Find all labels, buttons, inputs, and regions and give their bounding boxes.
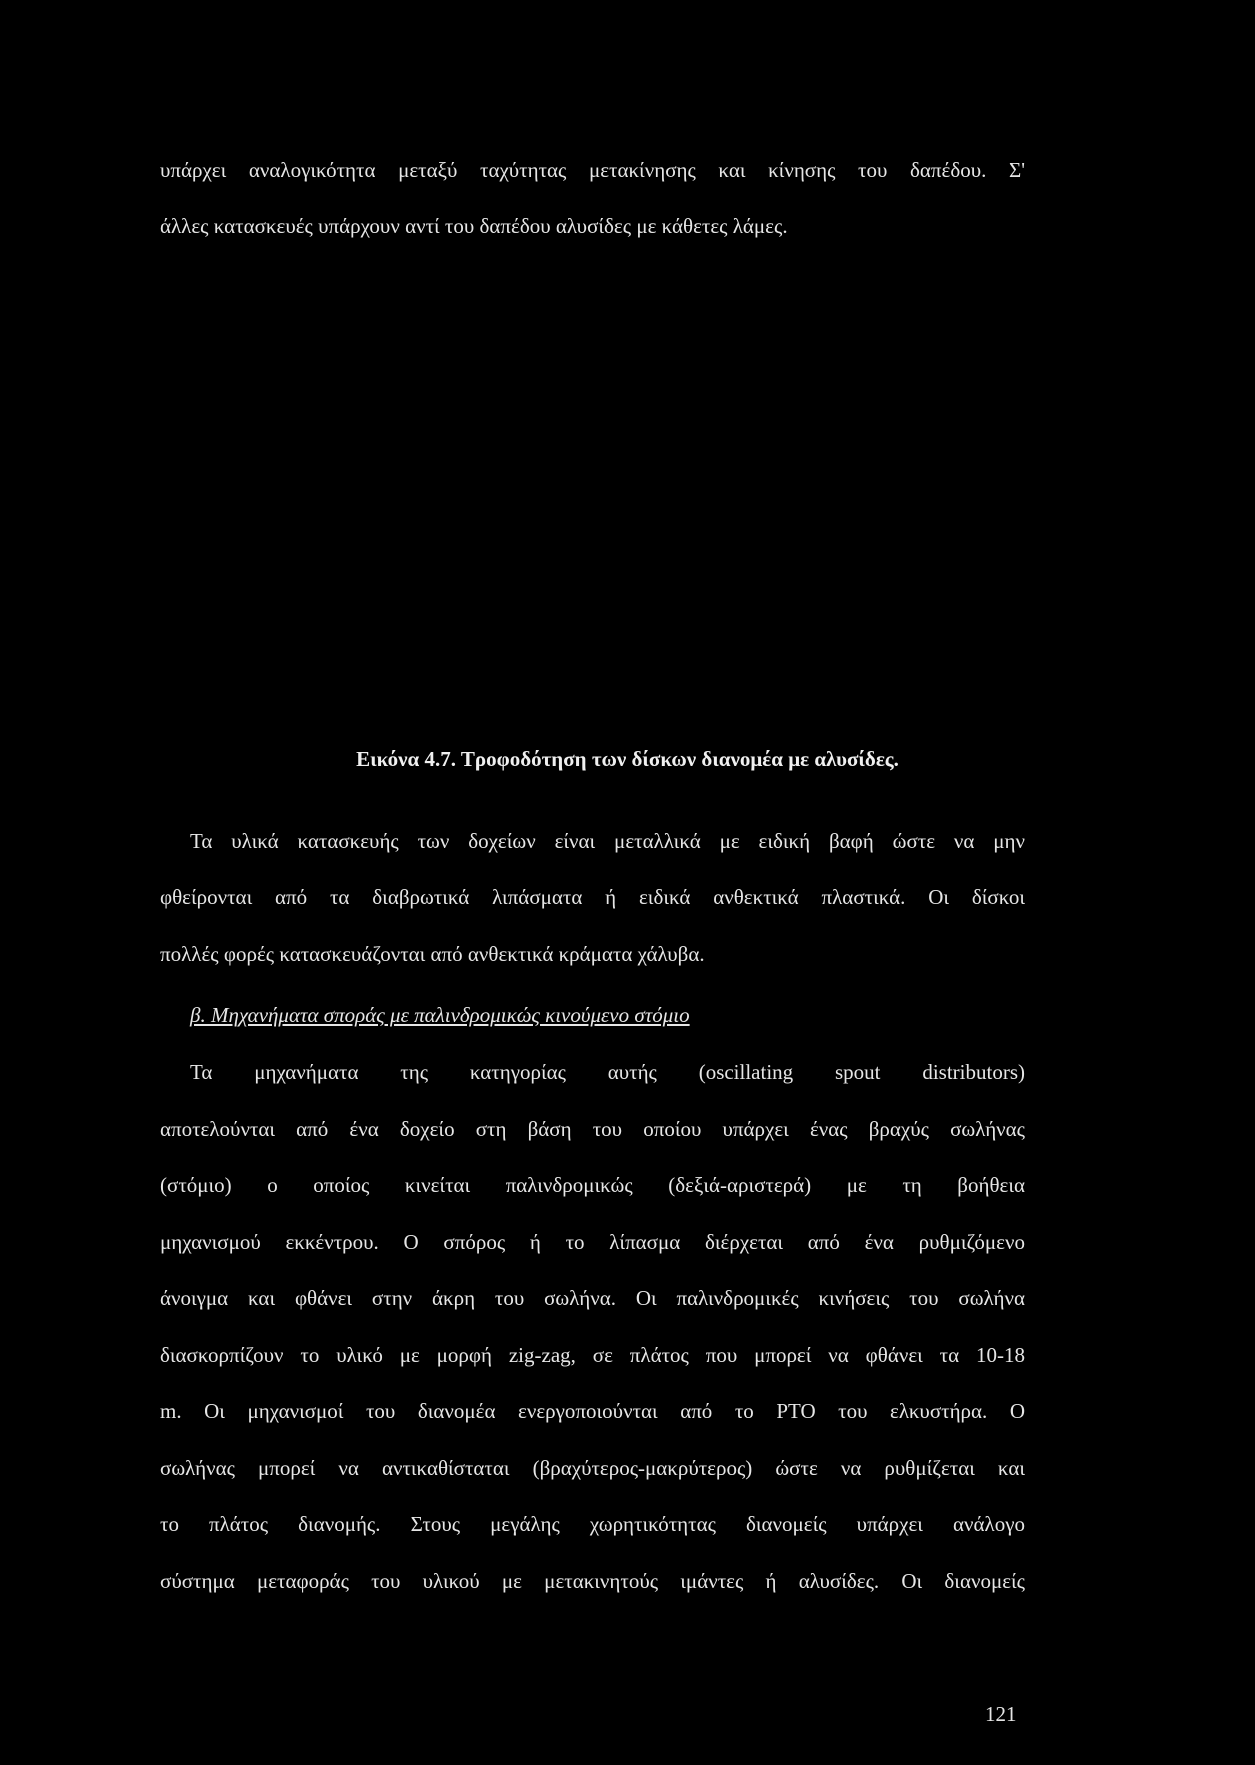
figure-caption: Εικόνα 4.7. Τροφοδότηση των δίσκων διανομέα με αλυσίδες. [356, 747, 899, 771]
main-paragraph-line-5: άνοιγμα και φθάνει στην άκρη του σωλήνα. Οι παλινδρομικές κινήσεις του σωλήνα [160, 1286, 1025, 1310]
main-paragraph-line-8: σωλήνας μπορεί να αντικαθίσταται (βραχύτερος-μακρύτερος) ώστε να ρυθμίζεται και [160, 1456, 1025, 1480]
main-paragraph-line-10: σύστημα μεταφοράς του υλικού με μετακινητούς ιμάντες ή αλυσίδες. Οι διανομείς [160, 1569, 1025, 1593]
materials-paragraph-line-2: φθείρονται από τα διαβρωτικά λιπάσματα ή ειδικά ανθεκτικά πλαστικά. Οι δίσκοι [160, 885, 1025, 909]
main-paragraph-line-6: διασκορπίζουν το υλικό με μορφή zig-zag, σε πλάτος που μπορεί να φθάνει τα 10-18 [160, 1343, 1025, 1367]
main-paragraph-line-1: Τα μηχανήματα της κατηγορίας αυτής (oscillating spout distributors) [190, 1060, 1025, 1084]
main-paragraph-line-4: μηχανισμού εκκέντρου. Ο σπόρος ή το λίπασμα διέρχεται από ένα ρυθμιζόμενο [160, 1230, 1025, 1254]
main-paragraph-line-9: το πλάτος διανομής. Στους μεγάλης χωρητικότητας διανομείς υπάρχει ανάλογο [160, 1512, 1025, 1536]
figure-image [160, 260, 1025, 730]
main-paragraph-line-7: m. Οι μηχανισμοί του διανομέα ενεργοποιούνται από το PTO του ελκυστήρα. Ο [160, 1399, 1025, 1423]
top-paragraph-line-1: υπάρχει αναλογικότητα μεταξύ ταχύτητας μετακίνησης και κίνησης του δαπέδου. Σ' [160, 158, 1025, 182]
main-paragraph-line-3: (στόμιο) ο οποίος κινείται παλινδρομικώς (δεξιά-αριστερά) με τη βοήθεια [160, 1173, 1025, 1197]
top-paragraph-line-2: άλλες κατασκευές υπάρχουν αντί του δαπέδου αλυσίδες με κάθετες λάμες. [160, 214, 788, 238]
section-heading: β. Μηχανήματα σποράς με παλινδρομικώς κινούμενο στόμιο [190, 1003, 690, 1027]
main-paragraph-line-2: αποτελούνται από ένα δοχείο στη βάση του οποίου υπάρχει ένας βραχύς σωλήνας [160, 1117, 1025, 1141]
page-number: 121 [985, 1702, 1017, 1726]
materials-paragraph-line-3: πολλές φορές κατασκευάζονται από ανθεκτικά κράματα χάλυβα. [160, 942, 705, 966]
materials-paragraph-line-1: Τα υλικά κατασκευής των δοχείων είναι μεταλλικά με ειδική βαφή ώστε να μην [190, 829, 1025, 853]
